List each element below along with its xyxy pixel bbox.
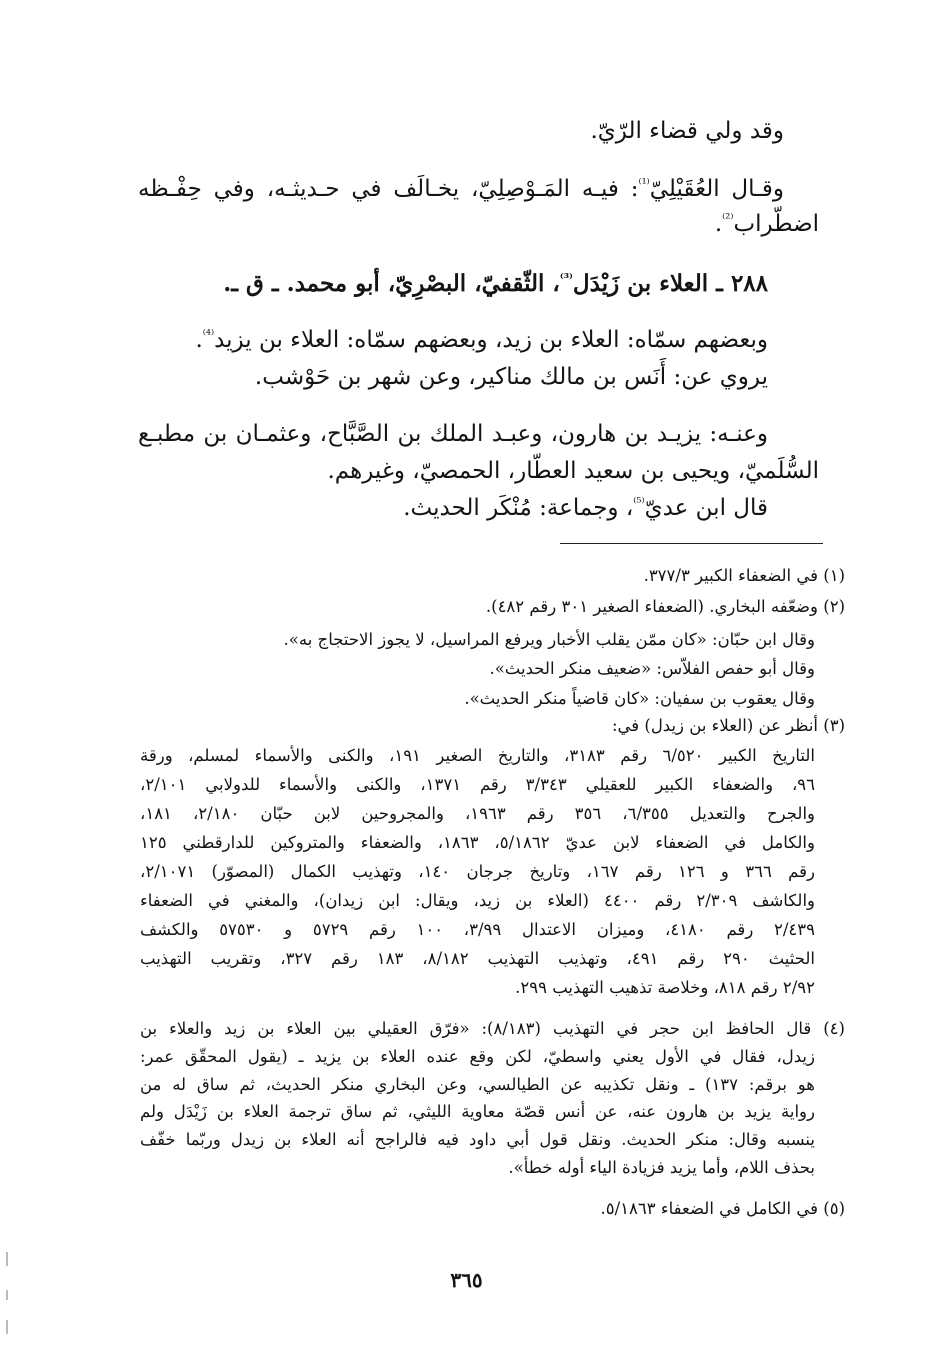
footnote-separator [560,543,823,544]
footnote-3-line-4: والجرح والتعديل ٦/٣٥٥، ٣٥٦ رقم ١٩٦٣، والمجروحين لابن حبّان ٢/١٨٠، ١٨١، [140,804,815,823]
body-line-7: وعنـه: يزيـد بن هارون، وعبـد الملك بن الصَّبَّاح، وعثمـان بن مطبـع [138,421,768,447]
scan-edge-mark [6,1252,8,1266]
footnote-3-line-7: والكاشف ٢/٣٠٩ رقم ٤٤٠٠ (العلاء بن زيد، ويقال: ابن زيدان)، والمغني في الضعفاء [140,891,815,910]
scan-edge-mark [6,1290,8,1300]
footnote-3-line-8: ٢/٤٣٩ رقم ٤١٨٠، وميزان الاعتدال ٣/٩٩، ١٠٠ رقم ٥٧٢٩ و ٥٧٥٣٠ والكشف [140,920,815,939]
page-number: ٣٦٥ [450,1268,483,1292]
footnote-2: (٢) وضعّفه البخاري. (الضعفاء الصغير ٣٠١ رقم ٤٨٢). [485,597,845,616]
footnote-2-line-3: وقال أبو حفص الفلاّس: «ضعيف منكر الحديث». [489,659,815,678]
footnote-2-line-4: وقال يعقوب بن سفيان: «كان قاضياً منكر الحديث». [464,689,815,708]
footnote-3: (٣) أنظر عن (العلاء بن زيدل) في: [611,716,845,735]
footnote-3-line-5: والكامل في الضعفاء لابن عديّ ٥/١٨٦٢، ١٨٦٣، والضعفاء والمتروكين للدارقطني ١٢٥ [140,833,815,852]
footnote-4-line-3: هو برقم: ١٣٧) ـ ونقل تكذيبه عن الطيالسي، وعن البخاري منكر الحديث، ثم ساق له من [140,1075,815,1094]
footnote-3-line-10: ٢/٩٢ رقم ٨١٨، وخلاصة تذهيب التهذيب ٢٩٩. [515,978,815,997]
body-line-1: وقد ولي قضاء الرّيّ. [590,118,784,144]
body-line-2: وقـال العُقَيْلِيّ$^{^{(1)}}$: فيـه المَـوْصِلِيّ، يخـالَف في حـديثـه، وفي حِفْـظه [138,175,784,202]
footnote-3-line-9: الحثيث ٢٩٠ رقم ٤٩١، وتهذيب التهذيب ٨/١٨٢، ١٨٣ رقم ٣٢٧، وتقريب التهذيب [140,949,815,968]
body-line-6: يروي عن: أَنَس بن مالك مناكير، وعن شهر بن حَوْشب. [254,364,768,390]
footnote-1: (١) في الضعفاء الكبير ٣٧٧/٣. [643,566,845,585]
footnote-4-line-2: زيدل، فقال في الأول يعني واسطيّ، لكن وقع عنده العلاء بن يزيد ـ (يقول المحقّق عمر: [140,1047,815,1066]
footnote-4-line-4: رواية يزيد بن هارون عنه، عن أنس قصّة معاوية الليثي، ثم ساق ترجمة العلاء بن زَيْدَل ولم [140,1102,815,1121]
body-line-9: قال ابن عديّ$^{^{(5)}}$، وجماعة: مُنْكَر الحديث. [403,494,768,521]
footnote-5: (٥) في الكامل في الضعفاء ٥/١٨٦٣. [600,1199,845,1218]
footnote-2-line-2: وقال ابن حبّان: «كان ممّن يقلب الأخبار ويرفع المراسيل، لا يجوز الاحتجاج به». [283,630,815,649]
footnote-3-line-2: التاريخ الكبير ٦/٥٢٠ رقم ٣١٨٣، والتاريخ الصغير ١٩١، والكنى والأسماء لمسلم، ورقة [140,746,816,765]
body-line-3: اضطّراب$^{^{(2)}}$. [714,210,819,237]
footnote-4: (٤) قال الحافظ ابن حجر في التهذيب (٨/١٨٣): «فرّق العقيلي بين العلاء بن زيد والعلاء بن [140,1019,845,1038]
footnote-3-line-6: رقم ٣٦٦ و ١٢٦ رقم ١٦٧، وتاريخ جرجان ١٤٠، وتهذيب الكمال (المصوّر) ٢/١٠٧١، [140,862,815,881]
footnote-4-line-6: بحذف اللام، وأما يزيد فزيادة الياء أوله خطأ». [508,1158,815,1177]
body-line-5: وبعضهم سمّاه: العلاء بن زيد، وبعضهم سمّاه: العلاء بن يزيد$^{^{(4)}}$. [195,326,768,353]
scan-edge-mark [6,1320,8,1334]
footnote-4-line-5: ينسبه وقال: منكر الحديث. ونقل قول أبي داود فيه فالراجح أنه العلاء بن زيدل وربّما خفّف [140,1130,815,1149]
footnote-3-line-3: ٩٦، والضعفاء الكبير للعقيلي ٣/٣٤٣ رقم ١٣٧١، والكنى والأسماء للدولابي ٢/١٠١، [140,775,816,794]
body-line-8: السُّلَميّ، ويحيى بن سعيد العطّار، الحمصيّ، وغيرهم. [327,458,819,484]
entry-heading-288: ٢٨٨ ـ العلاء بن زَيْدَل$^{^{(3)}}$، الثّقفيّ، البصْرِيّ، أبو محمد. ـ ق ـ. [223,270,768,297]
